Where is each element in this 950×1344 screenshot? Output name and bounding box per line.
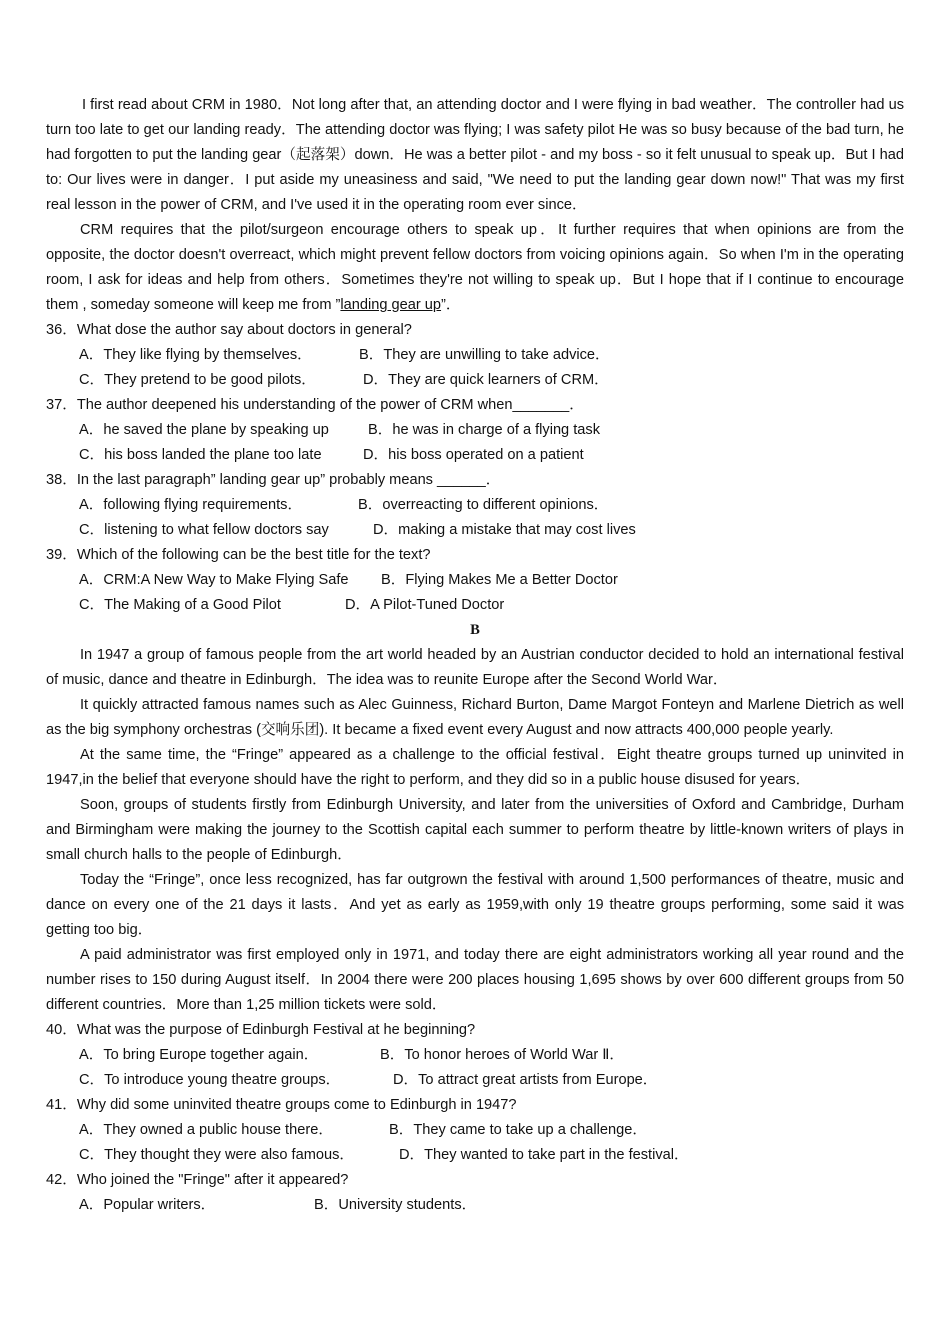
options-row [46, 443, 904, 468]
option-d: D．his boss operated on a patient [363, 447, 584, 463]
option-a: A．They owned a public house there． [79, 1122, 333, 1138]
options-row [46, 518, 904, 543]
option-b: B．They came to take up a challenge． [389, 1122, 647, 1138]
option-c: C．To introduce young theatre groups． [79, 1072, 341, 1088]
options-row [46, 1043, 904, 1068]
options-row [46, 1118, 904, 1143]
option-c: C．listening to what fellow doctors say [79, 522, 329, 538]
option-c: C．They thought they were also famous． [79, 1147, 354, 1163]
option-b: B．Flying Makes Me a Better Doctor [381, 572, 618, 588]
question-36: 36．What dose the author say about doctors in general? [46, 322, 412, 338]
option-c: C．The Making of a Good Pilot [79, 597, 281, 613]
question-39: 39．Which of the following can be the best title for the text? [46, 547, 431, 563]
options-row [46, 368, 904, 393]
options-row [46, 593, 904, 618]
question-40: 40．What was the purpose of Edinburgh Festival at he beginning? [46, 1022, 476, 1038]
option-a: A．To bring Europe together again． [79, 1047, 319, 1063]
option-d: D．To attract great artists from Europe． [393, 1072, 658, 1088]
option-c: C．They pretend to be good pilots． [79, 372, 316, 388]
underlined-phrase: landing gear up [340, 297, 442, 313]
options-row [46, 1143, 904, 1168]
section-b-heading: B [470, 622, 480, 638]
option-d: D．A Pilot-Tuned Doctor [345, 597, 505, 613]
option-a: A．CRM:A New Way to Make Flying Safe [79, 572, 349, 588]
option-c: C．his boss landed the plane too late [79, 447, 322, 463]
option-a: A．he saved the plane by speaking up [79, 422, 329, 438]
option-b: B．University students． [314, 1197, 477, 1213]
passage-b-paragraph-3: At the same time, the “Fringe” appeared as a challenge to the official festival．Eight theatre groups turned up uninvited in 1947,in the belief that everyone should have the right to perform, and they did so in a public house disused for years． [46, 747, 904, 788]
question-42: 42．Who joined the "Fringe" after it appeared? [46, 1172, 349, 1188]
options-row [46, 493, 904, 518]
passage-b-paragraph-4: Soon, groups of students firstly from Edinburgh University, and later from the universities of Oxford and Cambridge, Durham and Birmingham were making the journey to the Scottish capital each summer to perform theatre by little-known writers of plays in small church halls to the people of Edinburgh． [46, 797, 904, 863]
question-37: 37．The author deepened his understanding of the power of CRM when_______． [46, 397, 584, 413]
option-a: A．following flying requirements． [79, 497, 303, 513]
options-row [46, 1193, 904, 1218]
paragraph-2-end: ”． [441, 297, 461, 313]
option-a: A．They like flying by themselves． [79, 347, 312, 363]
options-row [46, 418, 904, 443]
question-41: 41．Why did some uninvited theatre groups come to Edinburgh in 1947? [46, 1097, 517, 1113]
passage-a-paragraph-1: I first read about CRM in 1980．Not long after that, an attending doctor and I were flying in bad weather．The controller had us turn too late to get our landing ready．The attending doctor was flying; I was safety pilot He was so busy because of the bad turn, he had forgotten to put the landing gear（起落架）down．He was a better pilot - and my boss - so it felt unusual to speak up．But I had to: Our lives were in danger．I put aside my uneasiness and said, "We need to put the landing gear down now!" That was my first real lesson in the power of CRM, and I've used it in the operating room ever since． [46, 97, 904, 213]
option-d: D．making a mistake that may cost lives [373, 522, 636, 538]
option-d: D．They wanted to take part in the festival． [399, 1147, 689, 1163]
option-b: B．They are unwilling to take advice． [359, 347, 610, 363]
exam-page [46, 93, 904, 1218]
passage-b-paragraph-1: In 1947 a group of famous people from the art world headed by an Austrian conductor decided to hold an international festival of music, dance and theatre in Edinburgh．The idea was to reunite Europe after the Second World War． [46, 647, 904, 688]
options-row [46, 1068, 904, 1093]
passage-b-paragraph-2: It quickly attracted famous names such as Alec Guinness, Richard Burton, Dame Margot Fonteyn and Marlene Dietrich as well as the big symphony orchestras (交响乐团). It became a fixed event every August and now attracts 400,000 people yearly. [46, 697, 904, 738]
options-row [46, 568, 904, 593]
option-a: A．Popular writers． [79, 1197, 216, 1213]
options-row [46, 343, 904, 368]
option-d: D．They are quick learners of CRM． [363, 372, 609, 388]
passage-a-paragraph-2 [46, 218, 904, 318]
option-b: B．he was in charge of a flying task [368, 422, 600, 438]
option-b: B．To honor heroes of World War Ⅱ． [380, 1047, 625, 1063]
passage-b-paragraph-6: A paid administrator was first employed only in 1971, and today there are eight administrators working all year round and the number rises to 150 during August itself．In 2004 there were 200 places housing 1,695 shows by over 600 different groups from 50 different countries．More than 1,25 million tickets were sold． [46, 947, 904, 1013]
passage-b-paragraph-5: Today the “Fringe”, once less recognized, has far outgrown the festival with around 1,500 performances of theatre, music and dance on every one of the 21 days it lasts．And yet as early as 1959,with only 19 theatre groups performing, some said it was getting too big． [46, 872, 904, 938]
question-38: 38．In the last paragraph” landing gear up” probably means ______． [46, 472, 501, 488]
option-b: B．overreacting to different opinions． [358, 497, 609, 513]
paragraph-2-text: CRM requires that the pilot/surgeon encourage others to speak up．It further requires that when opinions are from the opposite, the doctor doesn't overreact, which might prevent fellow doctors from voicing opinions again．So when I'm in the operating room, I ask for ideas and help from others．Sometimes they're not willing to speak up．But I hope that if I continue to encourage them , someday someone will keep me from ” [46, 222, 904, 313]
